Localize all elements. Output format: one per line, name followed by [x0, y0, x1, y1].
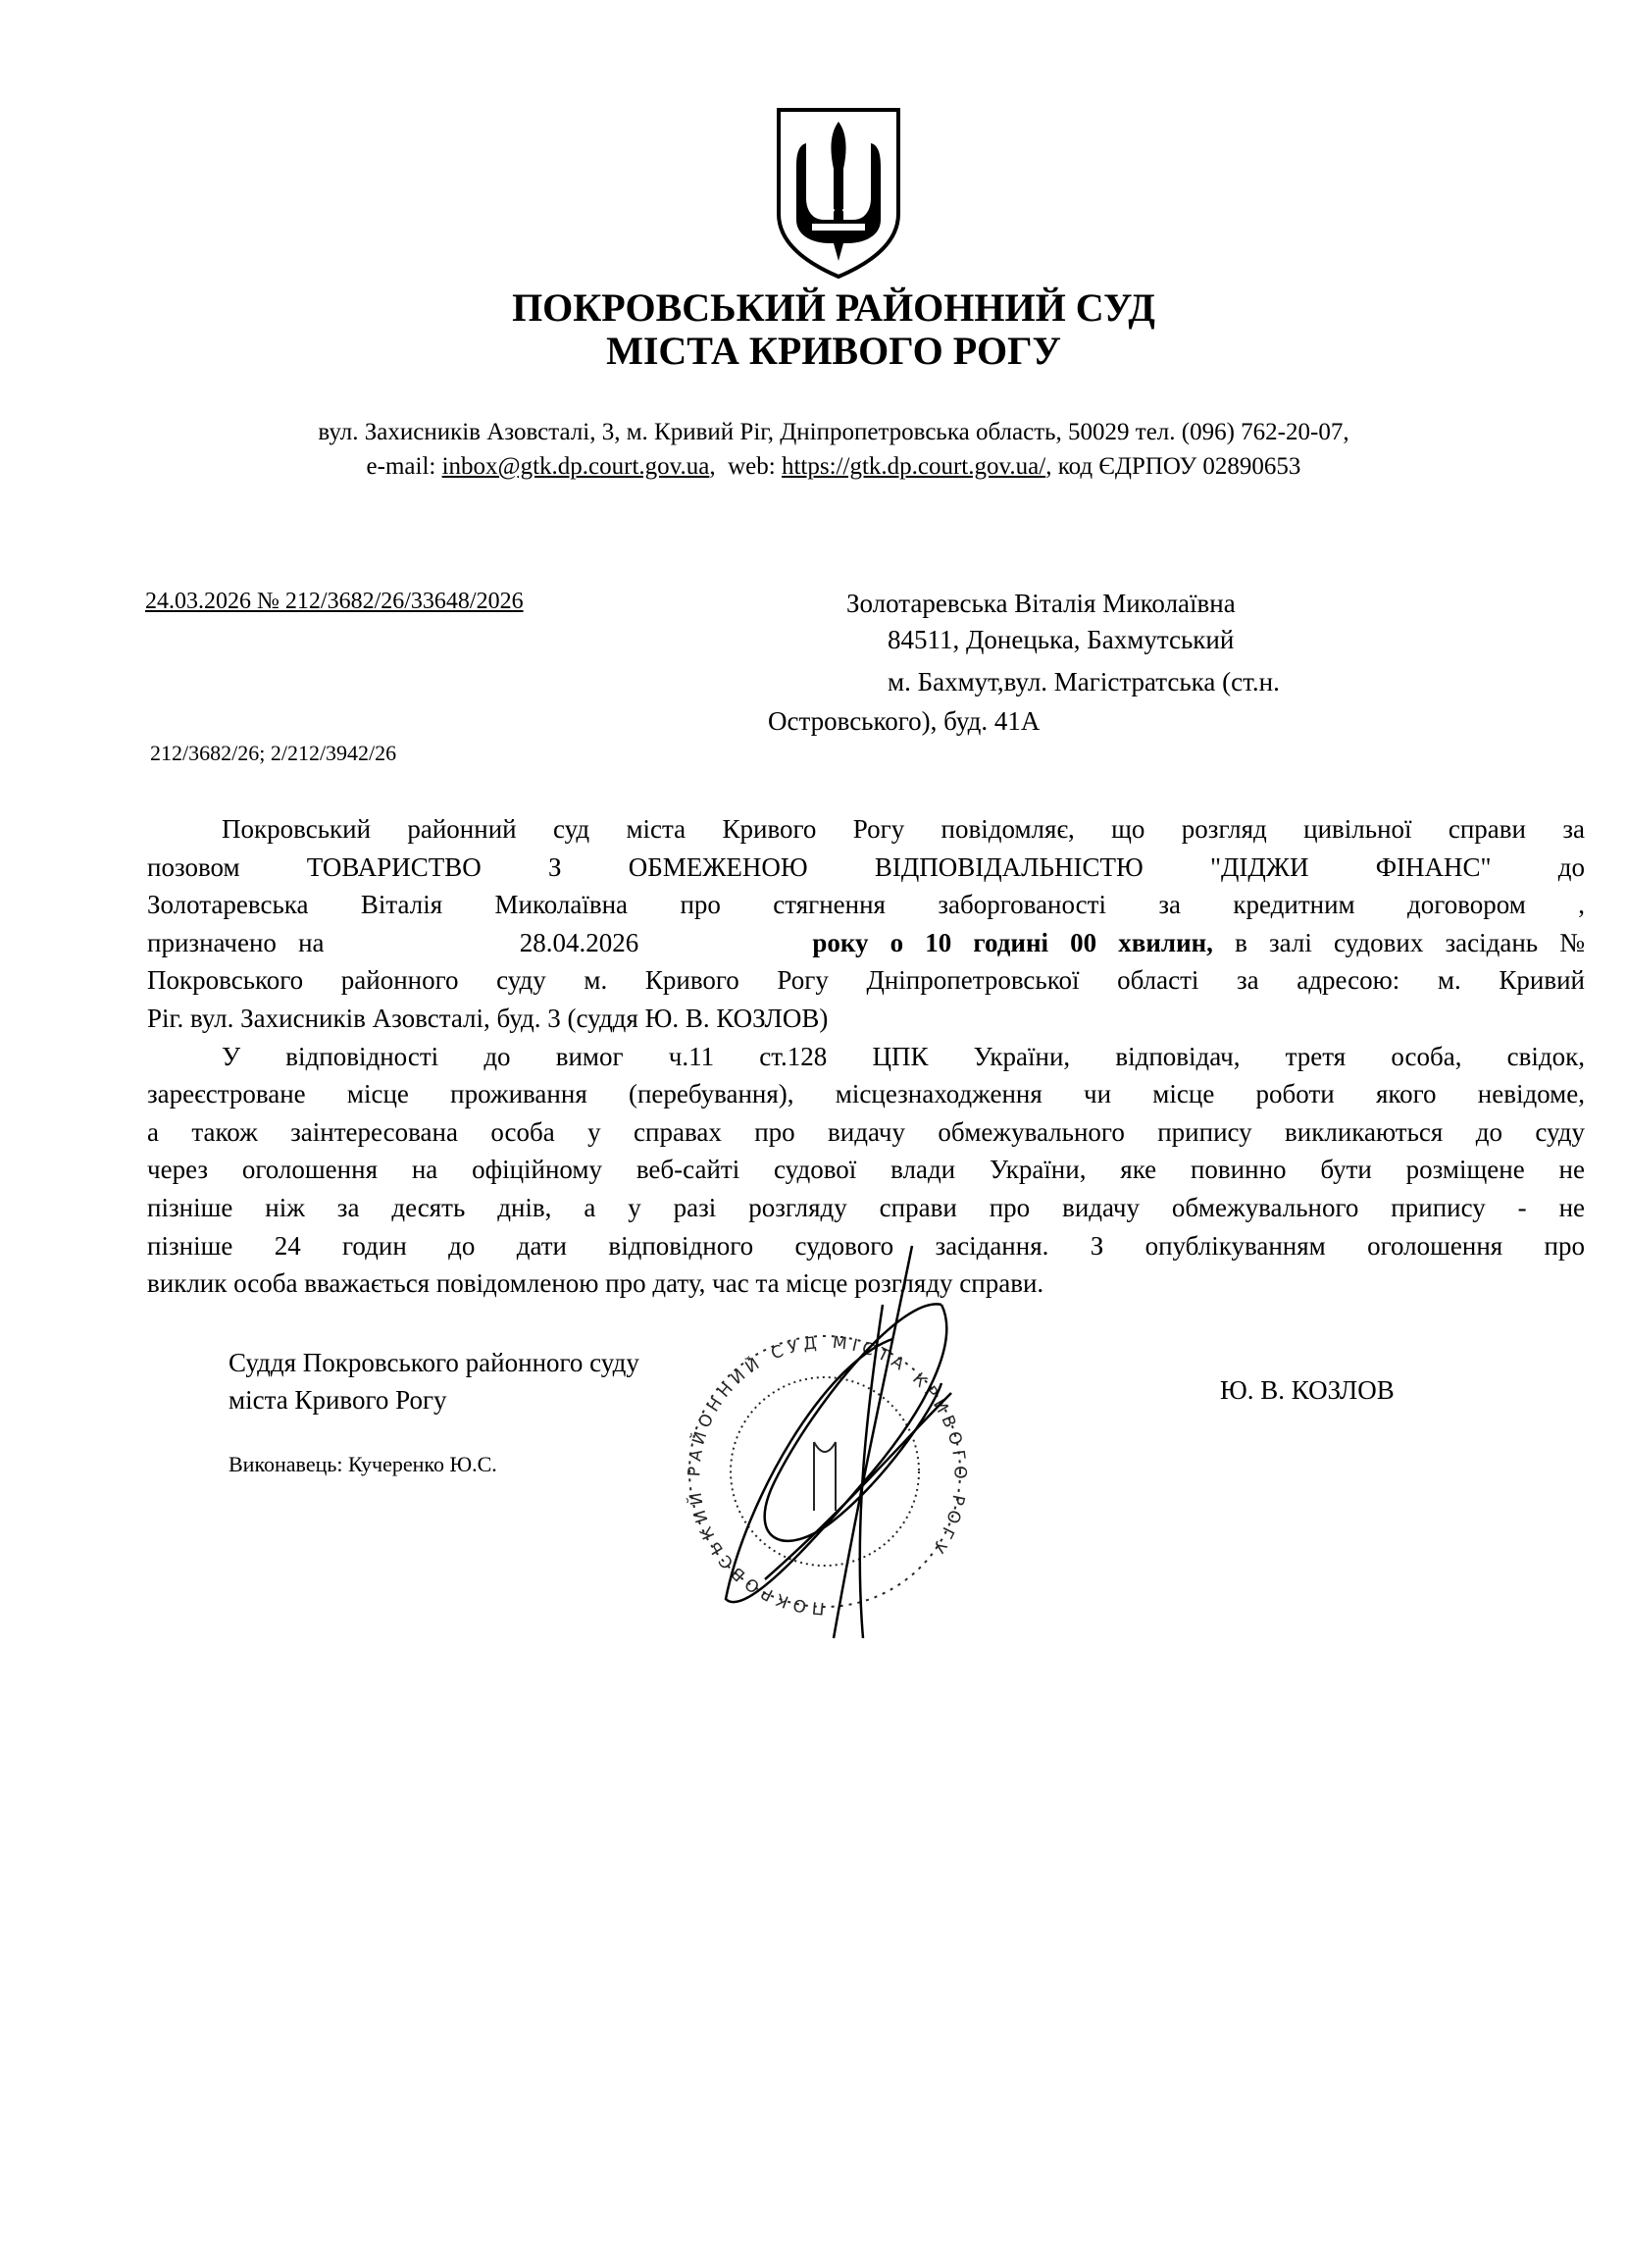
executor: Виконавець: Кучеренко Ю.С. [229, 1452, 497, 1476]
hearing-date-line [147, 924, 1585, 962]
recipient-address-line4: Островського), буд. 41А [768, 706, 1041, 736]
recipient-name: Золотаревська Віталія Миколаївна [846, 589, 1236, 618]
body-line: через оголошення на офіційному веб-сайті судової влади України, яке повинно бути розміщене не [147, 1155, 1585, 1185]
body-line: У відповідності до вимог ч.11 ст.128 ЦПК України, відповідач, третя особа, свідок, [222, 1041, 1585, 1071]
court-stamp [684, 1333, 970, 1618]
judge-position-line2: міста Кривого Рогу [229, 1385, 447, 1415]
court-name-line1: ПОКРОВСЬКИЙ РАЙОННИЙ СУД [512, 285, 1155, 330]
hearing-date: 28.04.2026 [519, 927, 639, 957]
body-line: Покровський районний суд міста Кривого Рогу повідомляє, що розгляд цивільної справи за [222, 814, 1585, 844]
outgoing-number: 24.03.2026 № 212/3682/26/33648/2026 [145, 589, 524, 614]
ukraine-trident-icon [773, 104, 904, 281]
body-line: а також заінтересована особа у справах про видачу обмежувального припису викликаються до суду [147, 1116, 1585, 1147]
court-stamp-and-signature [667, 1226, 1000, 1638]
recipient-address-line2: 84511, Донецька, Бахмутський [888, 625, 1235, 654]
email-link[interactable]: inbox@gtk.dp.court.gov.ua [441, 453, 710, 480]
court-contacts: e-mail: inbox@gtk.dp.court.gov.ua, web: https://gtk.dp.court.gov.ua/, код ЄДРПОУ 02890653 [366, 453, 1301, 480]
recipient-address-line3: м. Бахмут,вул. Магістратська (ст.н. [888, 667, 1280, 696]
body-line: позовом ТОВАРИСТВО З ОБМЕЖЕНОЮ ВІДПОВІДАЛЬНІСТЮ "ДІДЖИ ФІНАНС" до [147, 851, 1585, 882]
body-line: Покровського районного суду м. Кривого Рогу Дніпропетровської області за адресою: м. Кривий [147, 965, 1585, 996]
judge-position-line1: Суддя Покровського районного суду [229, 1348, 639, 1377]
court-address: вул. Захисників Азовсталі, 3, м. Кривий Ріг, Дніпропетровська область, 50029 тел. (096) 762-20-07, [318, 419, 1349, 445]
email-label: e-mail: [366, 453, 436, 480]
body-line: зареєстроване місце проживання (перебування), місцезнаходження чи місце роботи якого невідоме, [147, 1079, 1585, 1109]
web-label: web: [728, 453, 776, 480]
body-line: пізніше ніж за десять днів, а у разі розгляду справи про видачу обмежувального припису - не [147, 1192, 1585, 1222]
body-line: Ріг. вул. Захисників Азовсталі, буд. 3 (суддя Ю. В. КОЗЛОВ) [147, 1003, 829, 1033]
body-line: виклик особа вважається повідомленою про дату, час та місце розгляду справи. [147, 1268, 1044, 1299]
body-line: пізніше 24 годин до дати відповідного судового засідання. З опублікуванням оголошення про [147, 1230, 1585, 1261]
edrpou-code: код ЄДРПОУ 02890653 [1057, 453, 1301, 480]
body-line: Золотаревська Віталія Миколаївна про стягнення заборгованості за кредитним договором , [147, 890, 1585, 920]
web-link[interactable]: https://gtk.dp.court.gov.ua/ [781, 453, 1046, 480]
judge-name: Ю. В. КОЗЛОВ [1220, 1375, 1395, 1405]
svg-text:ПОКРОВСЬКИЙ РАЙОННИЙ СУД МІСТА: ПОКРОВСЬКИЙ РАЙОННИЙ СУД МІСТА КРИВОГО РОГУ [685, 1332, 970, 1619]
case-numbers: 212/3682/26; 2/212/3942/26 [150, 741, 397, 765]
courtroom-text: в залі судових засідань № [1235, 927, 1585, 957]
hearing-time: року о 10 годині 00 хвилин, [812, 927, 1213, 957]
court-name-line2: МІСТА КРИВОГО РОГУ [606, 329, 1061, 373]
scheduled-label: призначено на [147, 927, 325, 957]
